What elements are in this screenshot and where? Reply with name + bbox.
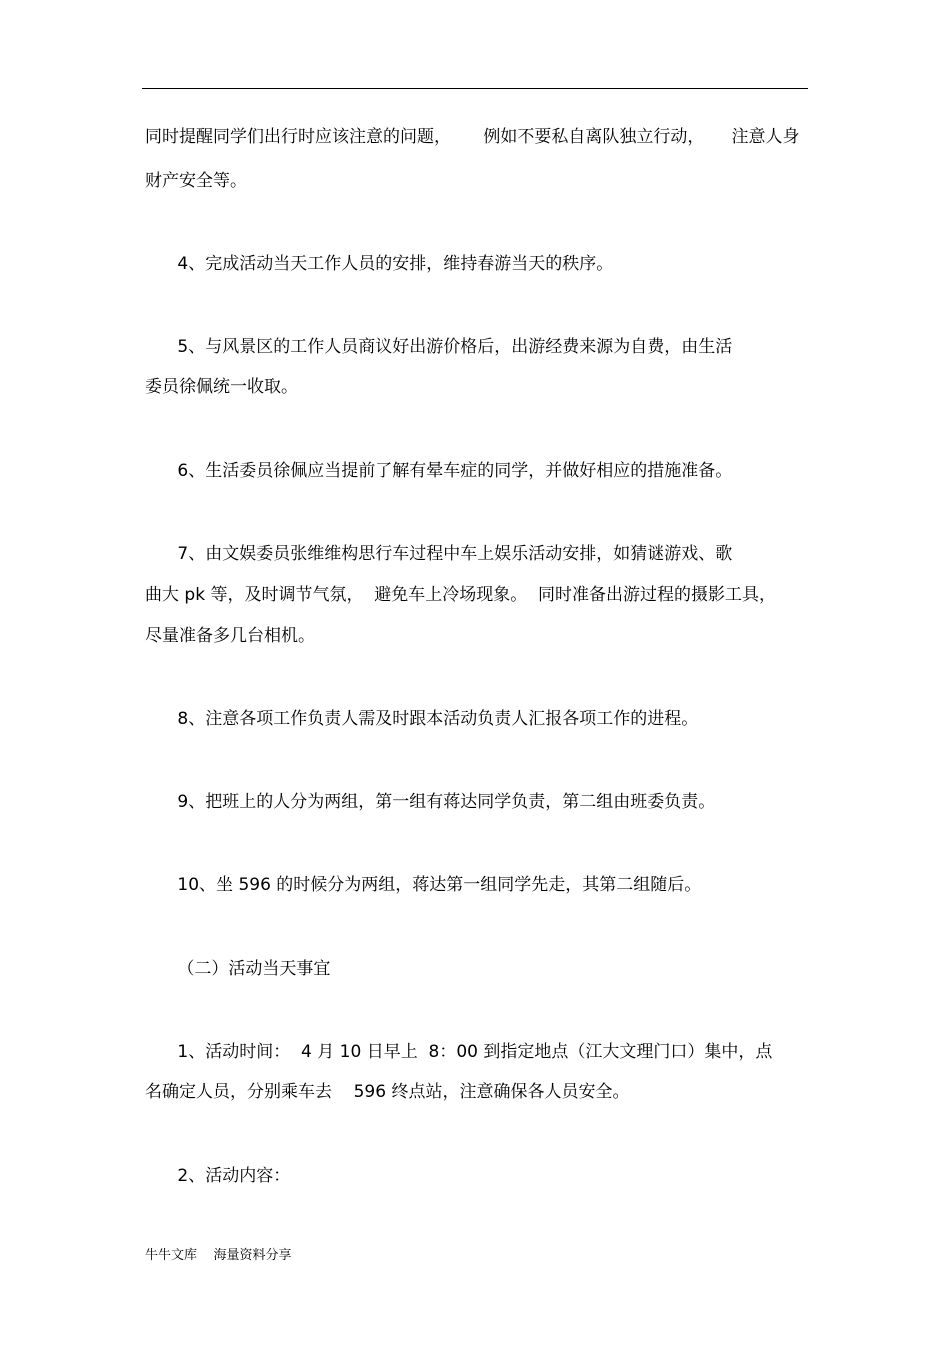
paragraph-line: 6、生活委员徐佩应当提前了解有晕车症的同学，并做好相应的措施准备。 xyxy=(145,461,733,481)
paragraph-line: 财产安全等。 xyxy=(145,171,247,191)
paragraph-line: 7、由文娱委员张维维构思行车过程中车上娱乐活动安排，如猜谜游戏、歌 xyxy=(145,544,733,564)
paragraph-line: 尽量准备多几台相机。 xyxy=(145,626,315,646)
paragraph-line: 8、注意各项工作负责人需及时跟本活动负责人汇报各项工作的进程。 xyxy=(145,709,699,729)
paragraph-line: 4、完成活动当天工作人员的安排，维持春游当天的秩序。 xyxy=(145,254,614,274)
paragraph-line: 同时提醒同学们出行时应该注意的问题， 例如不要私自离队独立行动， 注意人身 xyxy=(145,127,800,147)
paragraph-line: 名确定人员，分别乘车去 596 终点站，注意确保各人员安全。 xyxy=(145,1082,630,1102)
page-footer: 牛牛文库 海量资料分享 xyxy=(145,1248,292,1263)
header-rule xyxy=(142,88,808,89)
paragraph-line: 委员徐佩统一收取。 xyxy=(145,377,298,397)
paragraph-line: 10、坐 596 的时候分为两组，蒋达第一组同学先走，其第二组随后。 xyxy=(145,875,702,895)
paragraph-line: 9、把班上的人分为两组，第一组有蒋达同学负责，第二组由班委负责。 xyxy=(145,792,716,812)
section-heading: （二）活动当天事宜 xyxy=(145,959,331,979)
paragraph-line: 1、活动时间： 4 月 10 日早上 8：00 到指定地点（江大文理门口）集中，点 xyxy=(145,1042,773,1062)
paragraph-line: 2、活动内容： xyxy=(145,1166,291,1186)
paragraph-line: 5、与风景区的工作人员商议好出游价格后，出游经费来源为自费，由生活 xyxy=(145,337,733,357)
paragraph-line: 曲大 pk 等，及时调节气氛， 避免车上冷场现象。 同时准备出游过程的摄影工具， xyxy=(145,585,777,605)
